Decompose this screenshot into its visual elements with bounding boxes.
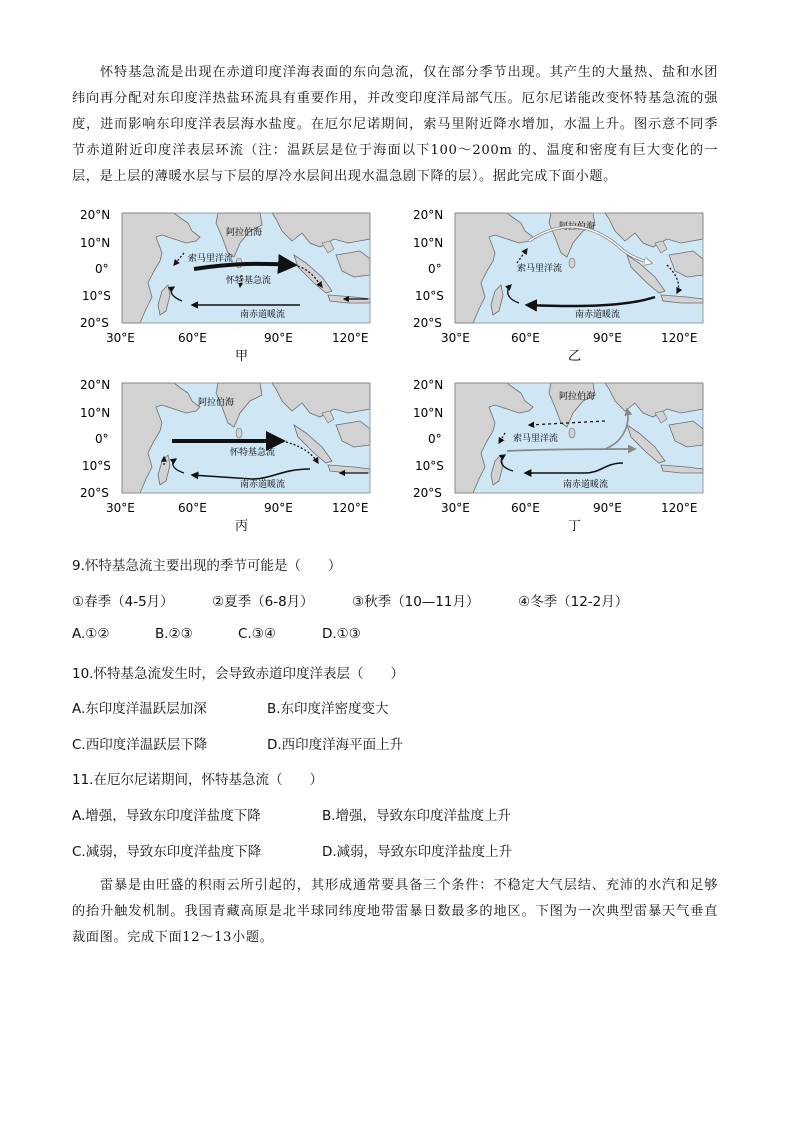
wyrtki-jet-label: 怀特基急流 bbox=[230, 448, 276, 458]
q11-option-a[interactable]: A.增强，导致东印度洋盐度下降 bbox=[72, 808, 261, 824]
sec-label: 南赤道暖流 bbox=[240, 310, 286, 320]
q9-option-d[interactable]: D.①③ bbox=[322, 626, 361, 642]
sec-label: 南赤道暖流 bbox=[575, 310, 621, 320]
lat-label: 0° bbox=[428, 432, 442, 446]
lon-label: 90°E bbox=[593, 501, 622, 515]
wyrtki-jet-label: 怀特基急流 bbox=[226, 276, 272, 286]
lat-label: 10°N bbox=[413, 236, 444, 250]
lon-label: 30°E bbox=[441, 331, 470, 345]
lat-label: 10°N bbox=[413, 406, 444, 420]
lon-label: 120°E bbox=[332, 331, 369, 345]
lon-label: 60°E bbox=[178, 331, 207, 345]
lon-label: 120°E bbox=[661, 501, 698, 515]
arabian-sea-label: 阿拉伯海 bbox=[559, 222, 596, 232]
sec-label: 南赤道暖流 bbox=[240, 480, 286, 490]
lon-label: 30°E bbox=[106, 501, 135, 515]
map-panel-yi bbox=[413, 205, 713, 365]
lon-label: 120°E bbox=[661, 331, 698, 345]
q9-item: ③秋季（10—11月） bbox=[352, 594, 480, 610]
lat-label: 0° bbox=[95, 262, 109, 276]
lat-label: 20°N bbox=[80, 208, 111, 222]
lat-label: 20°S bbox=[413, 486, 442, 500]
lat-label: 10°S bbox=[82, 459, 111, 473]
q9-option-b[interactable]: B.②③ bbox=[155, 626, 193, 642]
outro-paragraph bbox=[72, 873, 718, 951]
map-panel-jia bbox=[80, 205, 380, 365]
lon-label: 90°E bbox=[264, 501, 293, 515]
lat-label: 0° bbox=[95, 432, 109, 446]
question-11-stem: 11.在厄尔尼诺期间，怀特基急流（ ） bbox=[72, 772, 323, 788]
lon-label: 60°E bbox=[178, 501, 207, 515]
q10-option-d[interactable]: D.西印度洋海平面上升 bbox=[267, 737, 404, 753]
map-panel-bing bbox=[80, 375, 380, 535]
lon-label: 30°E bbox=[106, 331, 135, 345]
question-10-stem: 10.怀特基急流发生时，会导致赤道印度洋表层（ ） bbox=[72, 666, 404, 682]
lat-label: 20°S bbox=[80, 316, 109, 330]
q11-option-c[interactable]: C.减弱，导致东印度洋盐度下降 bbox=[72, 844, 262, 860]
q9-item: ②夏季（6-8月） bbox=[212, 594, 314, 610]
somali-current-label: 索马里洋流 bbox=[513, 434, 559, 444]
q9-item: ④冬季（12-2月） bbox=[518, 594, 629, 610]
lat-label: 20°N bbox=[80, 378, 111, 392]
lat-label: 20°N bbox=[413, 208, 444, 222]
panel-caption: 丙 bbox=[235, 519, 249, 534]
lon-label: 60°E bbox=[511, 331, 540, 345]
panel-caption: 甲 bbox=[235, 349, 249, 364]
lon-label: 90°E bbox=[264, 331, 293, 345]
lat-label: 10°N bbox=[80, 406, 111, 420]
arabian-sea-label: 阿拉伯海 bbox=[226, 228, 263, 238]
sec-label: 南赤道暖流 bbox=[563, 480, 609, 490]
lon-label: 90°E bbox=[593, 331, 622, 345]
q10-option-a[interactable]: A.东印度洋温跃层加深 bbox=[72, 701, 207, 717]
arabian-sea-label: 阿拉伯海 bbox=[198, 398, 235, 408]
q10-option-c[interactable]: C.西印度洋温跃层下降 bbox=[72, 737, 208, 753]
lat-label: 10°S bbox=[82, 289, 111, 303]
lat-label: 20°N bbox=[413, 378, 444, 392]
q9-option-a[interactable]: A.①② bbox=[72, 626, 110, 642]
somali-current-label: 索马里洋流 bbox=[517, 264, 563, 274]
lon-label: 60°E bbox=[511, 501, 540, 515]
outro-text: 雷暴是由旺盛的积雨云所引起的，其形成通常要具备三个条件：不稳定大气层结、充沛的水汽和足够的抬升触发机制。我国青藏高原是北半球同纬度地带雷暴日数最多的地区。下图为一次典型雷暴天气垂直裁面图。完成下面12～13小题。 bbox=[72, 878, 718, 945]
arabian-sea-label: 阿拉伯海 bbox=[559, 392, 596, 402]
lat-label: 0° bbox=[428, 262, 442, 276]
question-9-stem: 9.怀特基急流主要出现的季节可能是（ ） bbox=[72, 558, 342, 574]
intro-paragraph bbox=[72, 60, 718, 190]
q9-option-c[interactable]: C.③④ bbox=[238, 626, 276, 642]
q11-option-d[interactable]: D.减弱，导致东印度洋盐度上升 bbox=[322, 844, 513, 860]
lat-label: 10°S bbox=[415, 459, 444, 473]
lon-label: 120°E bbox=[332, 501, 369, 515]
q10-option-b[interactable]: B.东印度洋密度变大 bbox=[267, 701, 389, 717]
lat-label: 10°S bbox=[415, 289, 444, 303]
lat-label: 20°S bbox=[413, 316, 442, 330]
panel-caption: 乙 bbox=[568, 349, 582, 364]
lat-label: 20°S bbox=[80, 486, 109, 500]
q11-option-b[interactable]: B.增强，导致东印度洋盐度上升 bbox=[322, 808, 512, 824]
somali-current-label: 索马里洋流 bbox=[188, 254, 234, 264]
q9-item: ①春季（4-5月） bbox=[72, 594, 174, 610]
panel-caption: 丁 bbox=[568, 519, 582, 534]
intro-text: 怀特基急流是出现在赤道印度洋海表面的东向急流，仅在部分季节出现。其产生的大量热、盐和水团纬向再分配对东印度洋热盐环流具有重要作用，并改变印度洋局部气压。厄尔尼诺能改变怀特基急流的强度，进而影响东印度洋表层海水盐度。在厄尔尼诺期间，索马里附近降水增加，水温上升。图示意不同季节赤道附近印度洋表层环流（注：温跃层是位于海面以下100～200m 的、温度和密度有巨大变化的一层，是上层的薄暖水层与下层的厚冷水层间出现水温急剧下降的层）。据此完成下面小题。 bbox=[72, 65, 718, 184]
lon-label: 30°E bbox=[441, 501, 470, 515]
lat-label: 10°N bbox=[80, 236, 111, 250]
map-panel-ding bbox=[413, 375, 713, 535]
